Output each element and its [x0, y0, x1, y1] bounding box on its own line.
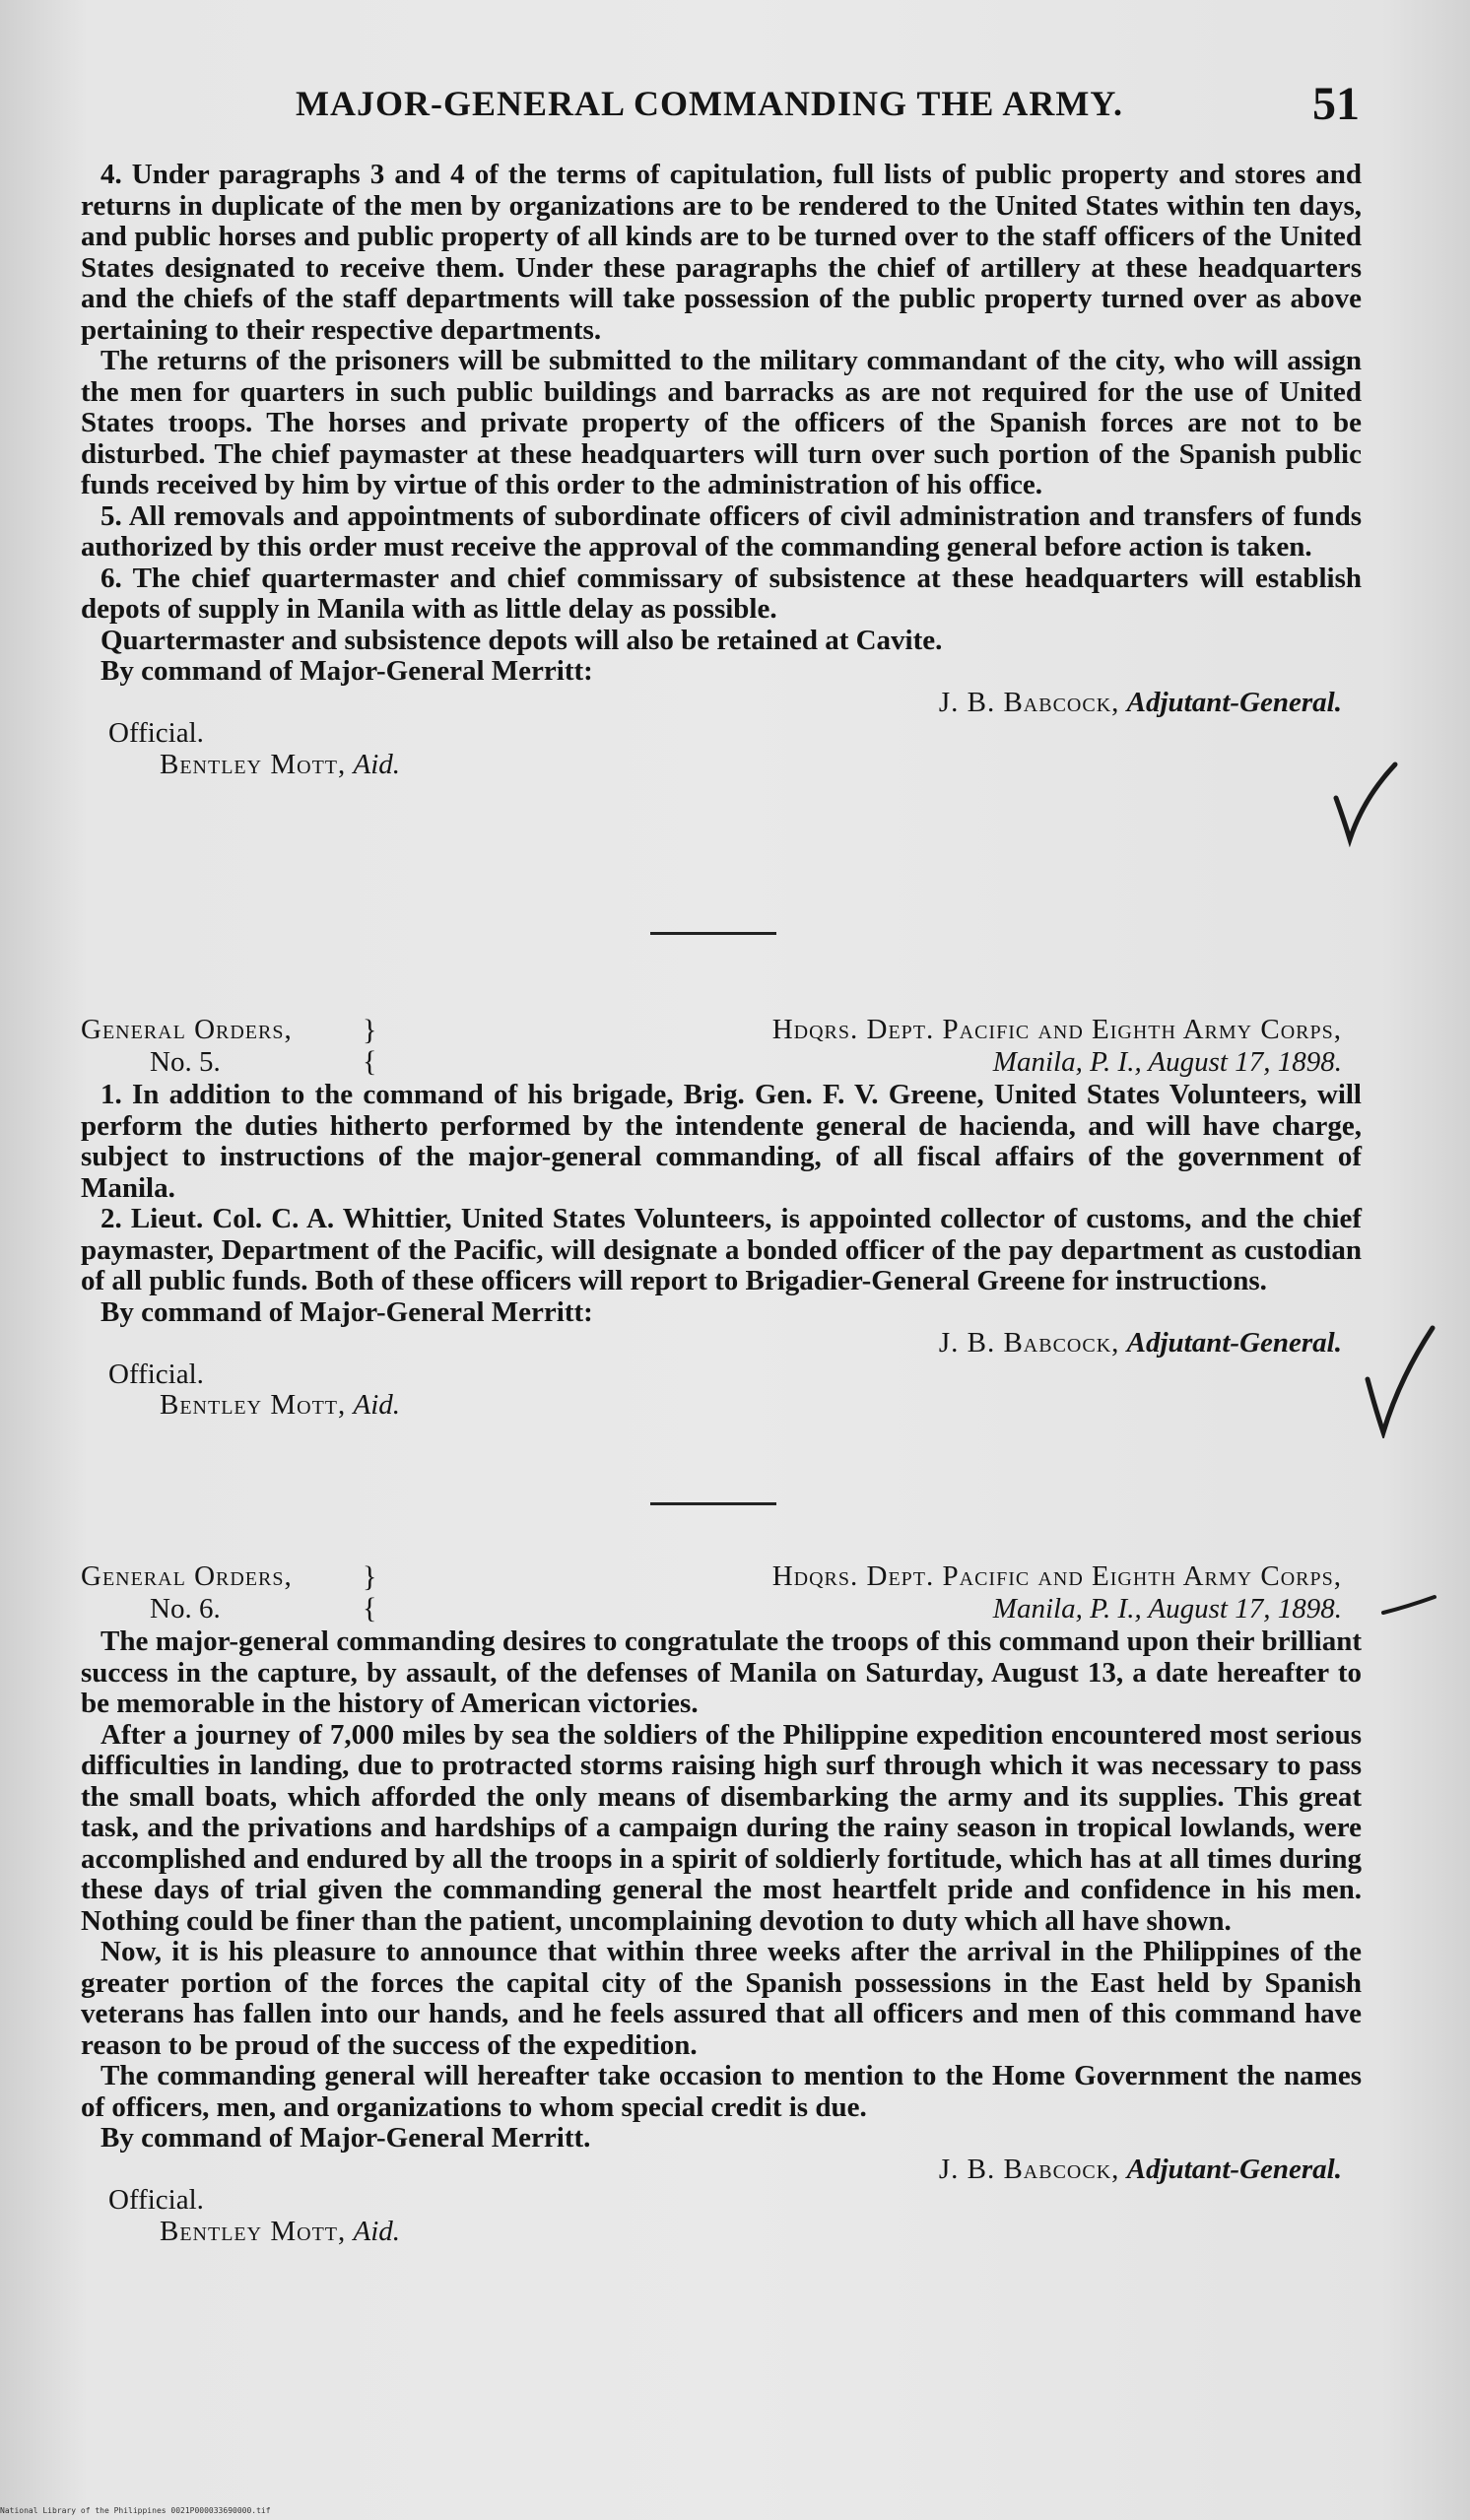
paragraph: Now, it is his pleasure to announce that within three weeks after the arrival in the Philippines of the greater portion of the forces the capital city of the Spanish possessions in the East held by Spanish veterans has fallen into our hands, and he feels assured that all officers and men of this command have reason to be proud of the success of the expedition.: [81, 1936, 1362, 2061]
paragraph: The returns of the prisoners will be submitted to the military commandant of the city, who will assign the men for quarters in such public buildings and barracks as are not required for the use of United States troops. The horses and private property of the officers of the Spanish forces are not to be disturbed. The chief paymaster at these headquarters will turn over such portion of the Spanish public funds received by him by virtue of this order to the administration of his office.: [81, 345, 1362, 500]
paragraph: Quartermaster and subsistence depots will also be retained at Cavite.: [100, 624, 943, 656]
by-command-line: By command of Major-General Merritt.: [100, 2122, 591, 2154]
checkmark-icon: [1330, 759, 1399, 847]
headquarters-line: Hdqrs. Dept. Pacific and Eighth Army Corps,: [771, 1560, 1342, 1592]
paragraph: 4. Under paragraphs 3 and 4 of the terms of capitulation, full lists of public property and stores and returns in duplicate of the men by organizations are to be rendered to the United States within ten days, and public horses and public property of all kinds are to be turned over to the staff officers of the United States designated to receive them. Under these paragraphs the chief of artillery at these headquarters and the chiefs of the staff departments will take possession of the public property turned over as above pertaining to their respective departments.: [81, 159, 1362, 346]
signatory-name: J. B. Babcock,: [938, 2153, 1120, 2185]
aid-title: Aid.: [353, 748, 401, 780]
aid-line: [160, 1390, 1362, 1422]
paragraph: After a journey of 7,000 miles by sea the soldiers of the Philippine expedition encountered most serious difficulties in landing, due to protracted storms raising high surf through which it was necessary to pass the small boats, which afforded the only means of disembarking the army and its supplies. This great task, and the privations and hardships of a campaign during the rainy season in tropical lowlands, were accomplished and endured by all the troops in a spirit of soldierly fortitude, which has at all times during these days of trial given the commanding general the most heartfelt pride and confidence in his men. Nothing could be finer than the patient, uncomplaining devotion to duty which all have shown.: [81, 1718, 1362, 1937]
paragraph: 5. All removals and appointments of subordinate officers of civil administration and transfers of funds authorized by this order must receive the approval of the commanding general before action is taken.: [81, 499, 1362, 563]
aid-title: Aid.: [353, 1389, 401, 1421]
signatory-name: J. B. Babcock,: [938, 686, 1120, 718]
order-number: No. 6.: [150, 1593, 221, 1625]
pen-mark-icon: [1379, 1591, 1438, 1621]
paragraph: 2. Lieut. Col. C. A. Whittier, United States Volunteers, is appointed collector of customs, and the chief paymaster, Department of the Pacific, will designate a bonded officer of the pay department as custodian of all public funds. Both of these officers will report to Brigadier-General Greene for instructions.: [81, 1203, 1362, 1296]
checkmark-icon: [1360, 1320, 1438, 1438]
paragraph: The commanding general will hereafter take occasion to mention to the Home Government the names of officers, men, and organizations to whom special credit is due.: [81, 2060, 1362, 2123]
aid-name: Bentley Mott,: [160, 748, 347, 780]
official-label: Official.: [108, 1358, 204, 1390]
brace-glyph: } {: [363, 1560, 377, 1625]
order-label: General Orders,: [81, 1560, 293, 1592]
aid-line: [160, 2217, 1362, 2248]
signatory-title: Adjutant-General.: [1126, 686, 1342, 718]
paragraph: 1. In addition to the command of his brigade, Brig. Gen. F. V. Greene, United States Volunteers, will perform the duties hitherto performed by the intendente general de hacienda, and will have charge, subject to instructions of the major-general commanding, of all fiscal affairs of the government of Manila.: [81, 1079, 1362, 1204]
order-heading: [81, 1561, 1362, 1626]
general-orders-6: [81, 1561, 1362, 2247]
aid-name: Bentley Mott,: [160, 1389, 347, 1421]
order-heading: [81, 1015, 1362, 1080]
signatory-name: J. B. Babcock,: [938, 1327, 1120, 1359]
signatory-title: Adjutant-General.: [1126, 1327, 1342, 1359]
order-date: Manila, P. I., August 17, 1898.: [992, 1593, 1342, 1625]
general-orders-5: [81, 1015, 1362, 1422]
paragraph: The major-general commanding desires to congratulate the troops of this command upon their brilliant success in the capture, by assault, of the defenses of Manila on Saturday, August 13, a date hereafter to be memorable in the history of American victories.: [81, 1625, 1362, 1719]
brace-glyph: } {: [363, 1014, 377, 1078]
official-label: Official.: [108, 717, 204, 749]
aid-line: [160, 750, 1362, 781]
order-number: No. 5.: [150, 1046, 221, 1078]
page-number: 51: [1312, 78, 1360, 130]
signature-line: [81, 688, 1342, 719]
signature-line: [81, 2155, 1342, 2186]
paragraph: 6. The chief quartermaster and chief commissary of subsistence at these headquarters will establish depots of supply in Manila with as little delay as possible.: [81, 562, 1362, 625]
signature-line: [81, 1328, 1342, 1359]
section-divider: [650, 1502, 776, 1505]
order4-continuation: [81, 160, 1362, 780]
headquarters-line: Hdqrs. Dept. Pacific and Eighth Army Corps,: [771, 1014, 1342, 1045]
official-label: Official.: [108, 2184, 204, 2216]
signatory-title: Adjutant-General.: [1126, 2153, 1342, 2185]
by-command-line: By command of Major-General Merritt:: [100, 655, 593, 687]
running-title: MAJOR-GENERAL COMMANDING THE ARMY.: [296, 84, 1124, 123]
aid-name: Bentley Mott,: [160, 2215, 347, 2247]
page-header: [296, 77, 1360, 136]
by-command-line: By command of Major-General Merritt:: [100, 1295, 593, 1328]
order-label: General Orders,: [81, 1014, 293, 1045]
order-date: Manila, P. I., August 17, 1898.: [992, 1046, 1342, 1078]
aid-title: Aid.: [353, 2215, 401, 2247]
scan-footer: National Library of the Philippines 0021P000033690000.tif: [0, 2506, 271, 2515]
section-divider: [650, 932, 776, 935]
